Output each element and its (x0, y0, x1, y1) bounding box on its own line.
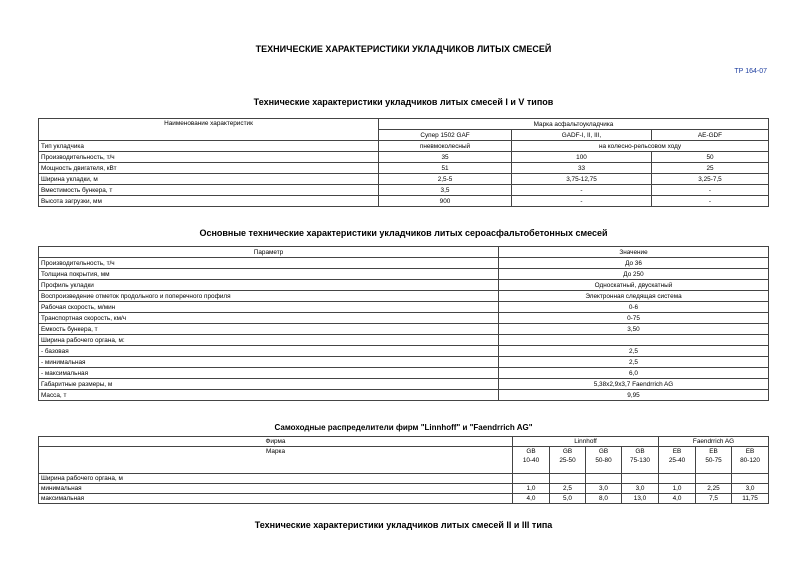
table-row (39, 185, 769, 196)
cell: - (512, 196, 652, 207)
header-param: Параметр (39, 247, 499, 258)
document-code[interactable]: ТР 164-07 (734, 68, 767, 75)
row-label: Вместимость бункера, т (39, 185, 379, 196)
cell: 2,5 (499, 346, 769, 357)
cell: 4,0 (659, 494, 696, 504)
cell: 2,25 (696, 484, 732, 494)
cell: - (652, 185, 769, 196)
firm-linnhoff: Linnhoff (513, 437, 659, 447)
cell: - (652, 196, 769, 207)
row-label: минимальная (39, 484, 513, 494)
model-header: Супер 1502 GAF (379, 130, 512, 141)
row-label: Мощность двигателя, кВт (39, 163, 379, 174)
table-row (39, 346, 769, 357)
row-label: Ширина рабочего органа, м: (39, 335, 499, 346)
model-header: GB 25-50 (550, 447, 586, 474)
cell: 3,50 (499, 324, 769, 335)
firm-label: Фирма (39, 437, 513, 447)
cell: 35 (379, 152, 512, 163)
cell: 0-75 (499, 313, 769, 324)
table-row (39, 379, 769, 390)
cell (499, 335, 769, 346)
cell: 1,0 (513, 484, 550, 494)
cell: 6,0 (499, 368, 769, 379)
cell: 7,5 (696, 494, 732, 504)
cell: 2,5 (550, 484, 586, 494)
cell: До 36 (499, 258, 769, 269)
cell: Односкатный, двускатный (499, 280, 769, 291)
row-label: - базовая (39, 346, 499, 357)
table-row (39, 141, 769, 152)
header-name: Наименование характеристик (39, 119, 379, 141)
table-row (39, 494, 769, 504)
cell: 9,95 (499, 390, 769, 401)
row-label: Высота загрузки, мм (39, 196, 379, 207)
row-label: Производительность, т/ч (39, 152, 379, 163)
table-row (39, 196, 769, 207)
model-header: EB 50-75 (696, 447, 732, 474)
cell: 4,0 (513, 494, 550, 504)
row-label: - максимальная (39, 368, 499, 379)
mark-label: Марка (39, 447, 513, 474)
row-label: Профиль укладки (39, 280, 499, 291)
document-title: ТЕХНИЧЕСКИЕ ХАРАКТЕРИСТИКИ УКЛАДЧИКОВ ЛИТЫХ СМЕСЕЙ (255, 44, 552, 54)
table-row (39, 152, 769, 163)
model-header: GB 50-80 (586, 447, 622, 474)
model-header: GADF-I, II, III, (512, 130, 652, 141)
row-label: Рабочая скорость, м/мин (39, 302, 499, 313)
table-row (39, 357, 769, 368)
table-row (39, 280, 769, 291)
cell: Электронная следящая система (499, 291, 769, 302)
model-header: EB 80-120 (732, 447, 769, 474)
header-value: Значение (499, 247, 769, 258)
table-row (39, 313, 769, 324)
table-row (39, 258, 769, 269)
spreaders-table (38, 436, 769, 504)
row-label: Производительность, т/ч (39, 258, 499, 269)
cell: 2,5-5 (379, 174, 512, 185)
cell: 1,0 (659, 484, 696, 494)
cell: 3,75-12,75 (512, 174, 652, 185)
cell: 33 (512, 163, 652, 174)
cell: 3,5 (379, 185, 512, 196)
cell: 100 (512, 152, 652, 163)
cell: 5,0 (550, 494, 586, 504)
section3-title: Самоходные распределители фирм "Linnhoff" и "Faendrrich AG" (274, 423, 533, 432)
cell: 3,0 (732, 484, 769, 494)
row-label: максимальная (39, 494, 513, 504)
table-row (39, 302, 769, 313)
row-label: Тип укладчика (39, 141, 379, 152)
cell: 13,0 (622, 494, 659, 504)
cell: - (512, 185, 652, 196)
row-label: Масса, т (39, 390, 499, 401)
cell: До 250 (499, 269, 769, 280)
model-header: GB 10-40 (513, 447, 550, 474)
cell: 5,38x2,9x3,7 Faendrrich AG (499, 379, 769, 390)
pavers-table-1-5 (38, 118, 769, 207)
table-row (39, 335, 769, 346)
cell: 51 (379, 163, 512, 174)
table-row (39, 368, 769, 379)
section1-title: Технические характеристики укладчиков литых смесей I и V типов (253, 97, 554, 107)
cell: 0-6 (499, 302, 769, 313)
model-header: GB 75-130 (622, 447, 659, 474)
row-label: Толщина покрытия, мм (39, 269, 499, 280)
row-label: Воспроизведение отметок продольного и поперечного профиля (39, 291, 499, 302)
cell: 11,75 (732, 494, 769, 504)
header-group: Марка асфальтоукладчика (379, 119, 769, 130)
table-row (39, 174, 769, 185)
row-label: Габаритные размеры, м (39, 379, 499, 390)
section2-title: Основные технические характеристики укладчиков литых сероасфальтобетонных смесей (199, 228, 608, 238)
cell: пневмоколесный (379, 141, 512, 152)
cell: 25 (652, 163, 769, 174)
cell: 2,5 (499, 357, 769, 368)
row-label: Емкость бункера, т (39, 324, 499, 335)
sulfur-pavers-table (38, 246, 769, 401)
row-label: Ширина укладки, м (39, 174, 379, 185)
cell: 3,0 (622, 484, 659, 494)
cell: 8,0 (586, 494, 622, 504)
row-label: Транспортная скорость, км/ч (39, 313, 499, 324)
cell: 50 (652, 152, 769, 163)
row-label: - минимальная (39, 357, 499, 368)
cell: 3,0 (586, 484, 622, 494)
table-row (39, 291, 769, 302)
table-row (39, 474, 769, 484)
table-row (39, 390, 769, 401)
firm-faendrrich: Faendrrich AG (659, 437, 769, 447)
model-header: AE-GDF (652, 130, 769, 141)
table-row (39, 269, 769, 280)
cell: 900 (379, 196, 512, 207)
cell: на колесно-рельсовом ходу (512, 141, 769, 152)
table-row (39, 484, 769, 494)
row-label: Ширина рабочего органа, м (39, 474, 513, 484)
cell: 3,25-7,5 (652, 174, 769, 185)
section4-title: Технические характеристики укладчиков литых смесей II и III типа (254, 520, 553, 530)
table-row (39, 324, 769, 335)
model-header: EB 25-40 (659, 447, 696, 474)
table-row (39, 163, 769, 174)
